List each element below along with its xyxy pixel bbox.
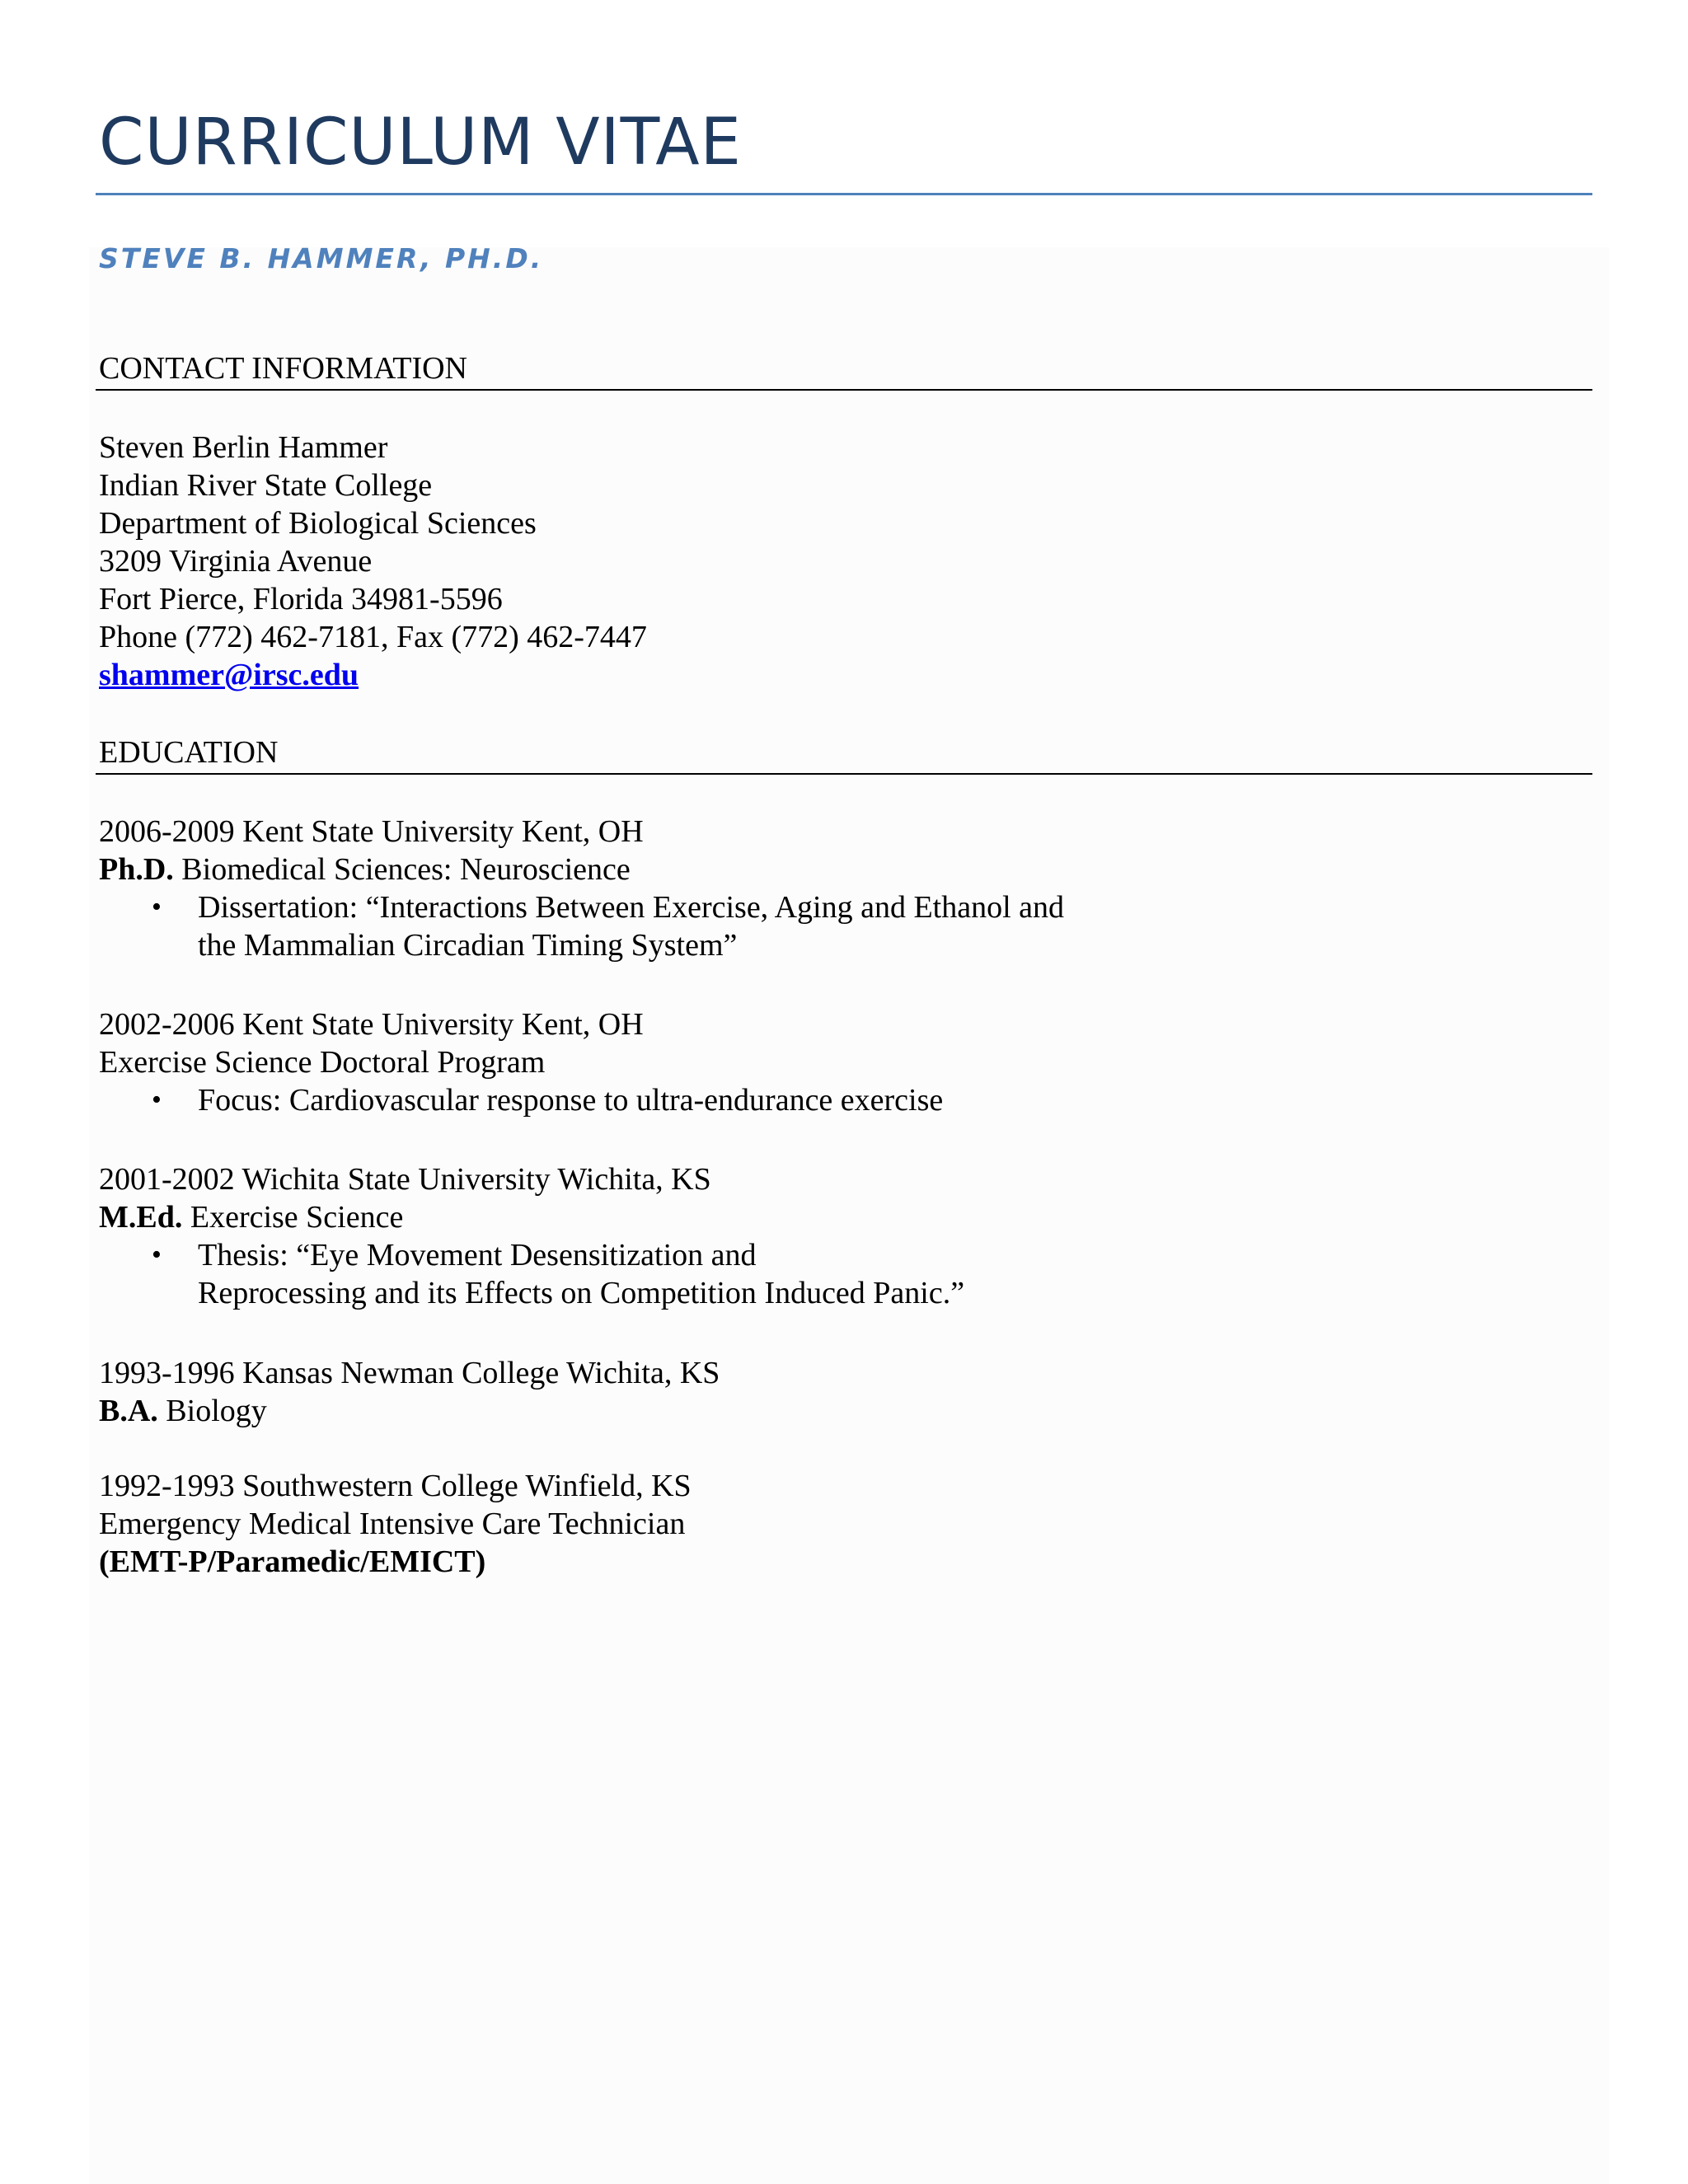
degree-label: M.Ed. [99, 1200, 183, 1235]
education-bullet [99, 1081, 943, 1119]
education-entry-degree-line [99, 1198, 964, 1236]
degree-label: Ph.D. [99, 852, 174, 887]
education-entry-degree-line [99, 851, 1064, 888]
education-entry-med [99, 1160, 964, 1312]
document-subtitle: STEVE B. HAMMER, PH.D. [99, 242, 544, 274]
bullet-text-line: the Mammalian Circadian Timing System” [198, 928, 738, 963]
contact-name: Steven Berlin Hammer [99, 430, 388, 465]
education-heading: EDUCATION [99, 735, 279, 770]
education-entry-header: 1992-1993 Southwestern College Winfield, KS [99, 1469, 692, 1503]
contact-department: Department of Biological Sciences [99, 506, 537, 541]
education-entry-header: 2006-2009 Kent State University Kent, OH [99, 814, 644, 849]
document-title: CURRICULUM VITAE [99, 105, 742, 180]
bullet-icon: • [152, 892, 162, 922]
education-entry-header: 2002-2006 Kent State University Kent, OH [99, 1007, 644, 1042]
education-entry-credential: (EMT-P/Paramedic/EMICT) [99, 1544, 486, 1579]
contact-street: 3209 Virginia Avenue [99, 544, 373, 579]
bullet-text-line: Focus: Cardiovascular response to ultra-endurance exercise [198, 1083, 944, 1118]
contact-block [99, 429, 647, 694]
bullet-icon: • [152, 1240, 162, 1270]
degree-label: B.A. [99, 1394, 158, 1428]
education-entry-header: 2001-2002 Wichita State University Wichita, KS [99, 1162, 711, 1197]
bullet-text-line: Dissertation: “Interactions Between Exercise, Aging and Ethanol and [198, 890, 1065, 925]
education-bullet [99, 888, 1064, 964]
education-entry-ba [99, 1354, 720, 1430]
bullet-text-line: Thesis: “Eye Movement Desensitization and [198, 1238, 757, 1272]
education-entry-doctoral-program [99, 1005, 943, 1119]
education-entry-phd [99, 813, 1064, 964]
bullet-icon: • [152, 1085, 162, 1115]
education-entry-degree-line [99, 1392, 720, 1430]
contact-institution: Indian River State College [99, 468, 433, 503]
contact-heading: CONTACT INFORMATION [99, 351, 468, 386]
contact-email-link[interactable]: shammer@irsc.edu [99, 658, 359, 692]
degree-field: Biology [157, 1394, 267, 1428]
contact-rule [96, 389, 1592, 391]
contact-city: Fort Pierce, Florida 34981-5596 [99, 582, 503, 616]
contact-phone-fax: Phone (772) 462-7181, Fax (772) 462-7447 [99, 620, 647, 654]
education-rule [96, 773, 1592, 775]
bullet-text-line: Reprocessing and its Effects on Competition Induced Panic.” [198, 1276, 965, 1310]
title-rule [96, 193, 1592, 195]
degree-field: Exercise Science [182, 1200, 404, 1235]
education-entry-program: Emergency Medical Intensive Care Technician [99, 1507, 686, 1541]
education-entry-header: 1993-1996 Kansas Newman College Wichita, KS [99, 1356, 720, 1390]
education-bullet [99, 1236, 964, 1312]
education-entry-program: Exercise Science Doctoral Program [99, 1045, 546, 1080]
degree-field: Biomedical Sciences: Neuroscience [173, 852, 631, 887]
education-entry-emt [99, 1467, 692, 1581]
